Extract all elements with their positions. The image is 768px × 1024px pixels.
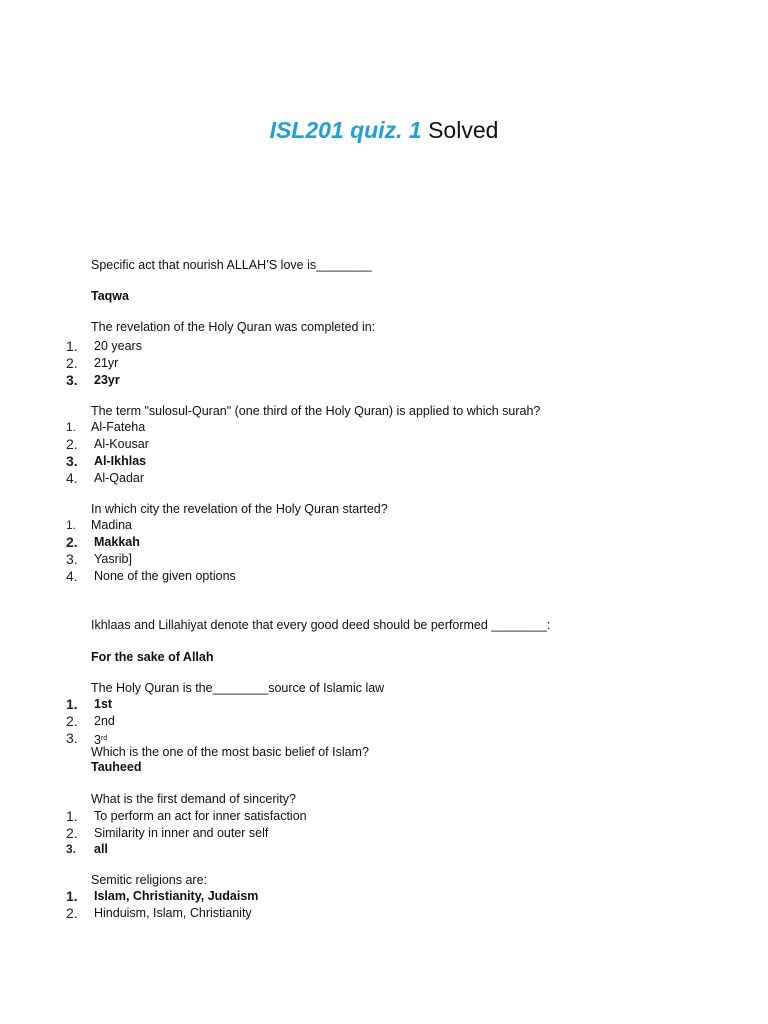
option-label: Makkah [94,535,140,549]
correct-option-text [94,697,112,712]
option-number: 1. [66,338,78,354]
answer-text: Taqwa [91,289,129,303]
correct-option-text [94,842,108,857]
option-label: None of the given options [94,569,236,583]
option-text [91,518,132,533]
option-label: Al-Fateha [91,420,146,434]
answer-text: Tauheed [91,760,142,774]
option-number: 1. [66,420,77,434]
title-suffix: Solved [428,117,499,143]
option-text [94,339,142,354]
option-text [94,714,115,729]
ordinal-suffix: rd [100,735,108,742]
option-number: 3. [66,730,78,746]
title-course-code: ISL201 quiz. 1 [269,117,422,143]
question-text: What is the first demand of sincerity? [91,792,296,806]
option-text [94,471,144,486]
question-text: Ikhlaas and Lillahiyat denote that every good deed should be performed ________: [91,618,551,632]
option-label: 21yr [94,356,119,370]
option-number: 2. [66,534,78,550]
option-label: 20 years [94,339,142,353]
option-number: 2. [66,355,78,371]
option-number: 4. [66,568,78,584]
option-label: Yasrib] [94,552,132,566]
question-text: Semitic religions are: [91,873,208,887]
option-text [94,569,236,584]
option-text [94,809,307,824]
option-label: Al-Ikhlas [94,454,147,468]
question-text: The revelation of the Holy Quran was completed in: [91,320,376,334]
question-text: The term "sulosul-Quran" (one third of the Holy Quran) is applied to which surah? [91,404,541,418]
option-text [94,437,149,452]
option-label: 3 [94,733,101,747]
option-label: 23yr [94,373,120,387]
option-text [94,552,132,567]
option-text [94,906,252,921]
option-label: 1st [94,697,113,711]
question-text: Which is the one of the most basic belief of Islam? [91,745,369,759]
page-title [0,117,768,144]
option-number: 3. [66,372,78,388]
correct-option-text [94,889,258,904]
correct-option-text [94,535,140,550]
option-number: 2. [66,825,78,841]
correct-option-text [94,373,120,388]
option-text [91,420,145,435]
option-label: Al-Kousar [94,437,149,451]
option-label: all [94,842,108,856]
option-label: Al-Qadar [94,471,145,485]
answer-text: For the sake of Allah [91,650,214,664]
option-number: 3. [66,453,78,469]
option-number: 2. [66,905,78,921]
question-text: Specific act that nourish ALLAH’S love is________ [91,258,372,272]
option-text [94,826,268,841]
option-number: 3. [66,551,78,567]
question-text: The Holy Quran is the________source of Islamic law [91,681,385,695]
option-number: 1. [66,696,78,712]
option-number: 4. [66,470,78,486]
option-number: 1. [66,518,77,532]
option-text [94,356,118,371]
option-label: Madina [91,518,132,532]
option-number: 1. [66,888,78,904]
option-label: Hinduism, Islam, Christianity [94,906,252,920]
option-label: To perform an act for inner satisfaction [94,809,307,823]
question-text: In which city the revelation of the Holy Quran started? [91,502,388,516]
option-label: 2nd [94,714,115,728]
option-label: Similarity in inner and outer self [94,826,269,840]
correct-option-text [94,454,146,469]
option-number: 3. [66,842,77,856]
option-label: Islam, Christianity, Judaism [94,889,259,903]
option-number: 2. [66,436,78,452]
option-number: 1. [66,808,78,824]
option-number: 2. [66,713,78,729]
